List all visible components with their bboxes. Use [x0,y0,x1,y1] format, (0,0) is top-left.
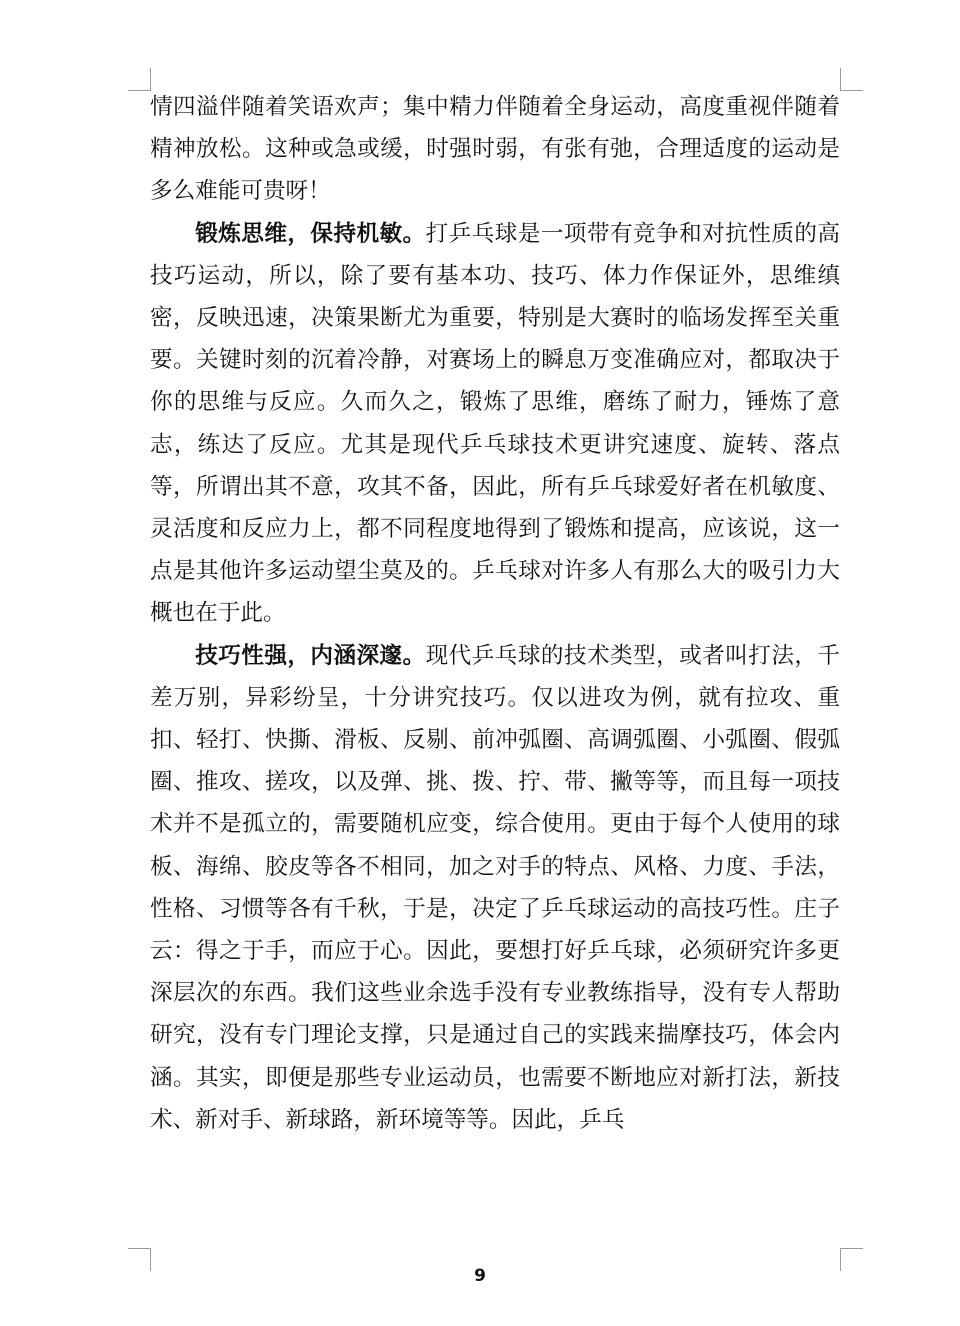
body-text [150,86,840,1141]
paragraph-body: 现代乒乓球的技术类型，或者叫打法，千差万别，异彩纷呈，十分讲究技巧。仅以进攻为例，就有拉攻、重扣、轻打、快撕、滑板、反剔、前冲弧圈、高调弧圈、小弧圈、假弧圈、推攻、搓攻，以及弹、挑、拨、拧、带、撇等等，而且每一项技术并不是孤立的，需要随机应变，综合使用。更由于每个人使用的球板、海绵、胶皮等各不相同，加之对手的特点、风格、力度、手法，性格、习惯等各有千秋，于是，决定了乒乓球运动的高技巧性。庄子云：得之于手，而应于心。因此，要想打好乒乓球，必须研究许多更深层次的东西。我们这些业余选手没有专业教练指导，没有专人帮助研究，没有专门理论支撑，只是通过自己的实践来揣摩技巧，体会内涵。其实，即便是那些专业运动员，也需要不断地应对新打法，新技术、新对手、新球路，新环境等等。因此，乒乓 [150,642,841,1133]
paragraph-body: 打乒乓球是一项带有竞争和对抗性质的高技巧运动，所以，除了要有基本功、技巧、体力作保证外，思维缜密，反映迅速，决策果断尤为重要，特别是大赛时的临场发挥至关重要。关键时刻的沉着冷静，对赛场上的瞬息万变准确应对，都取决于你的思维与反应。久而久之，锻炼了思维，磨练了耐力，锤炼了意志，练达了反应。尤其是现代乒乓球技术更讲究速度、旋转、落点等，所谓出其不意，攻其不备，因此，所有乒乓球爱好者在机敏度、灵活度和反应力上，都不同程度地得到了锻炼和提高，应该说，这一点是其他许多运动望尘莫及的。乒乓球对许多人有那么大的吸引力大概也在于此。 [150,220,841,627]
crop-mark-top-right [840,68,863,91]
paragraph-thinking [150,213,840,635]
paragraph-technique [150,635,840,1141]
paragraph-body: 情四溢伴随着笑语欢声；集中精力伴随着全身运动，高度重视伴随着精神放松。这种或急或缓，时强时弱，有张有弛，合理适度的运动是多么难能可贵呀！ [150,94,840,205]
paragraph-continued [150,86,840,213]
paragraph-lead: 锻炼思维，保持机敏。 [195,220,426,247]
paragraph-lead: 技巧性强，内涵深邃。 [195,642,426,669]
crop-mark-top-left [128,68,151,91]
page-number: 9 [474,1266,486,1286]
